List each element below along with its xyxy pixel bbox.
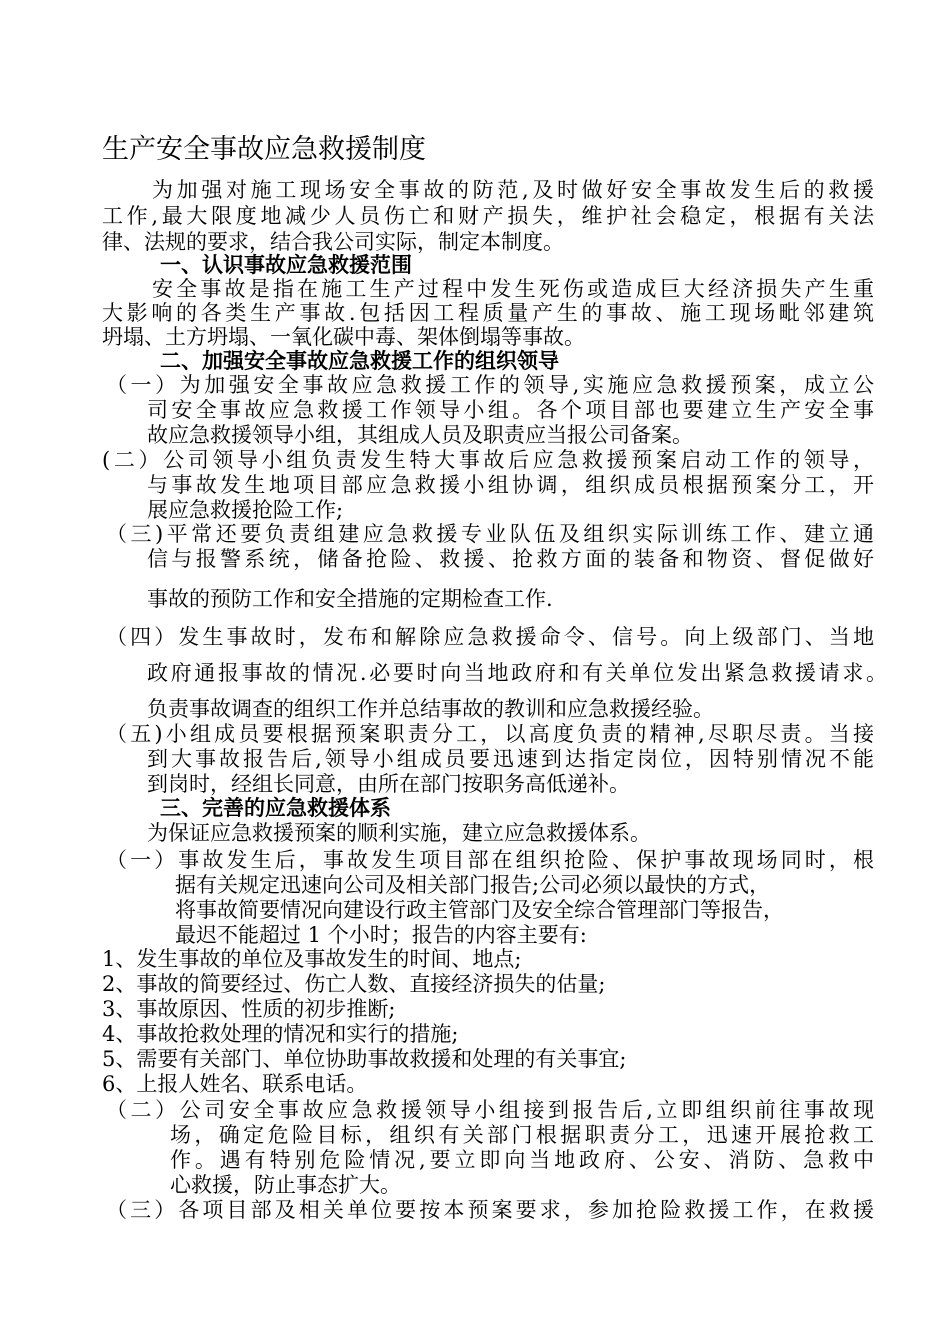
paragraph-line: （四）发生事故时，发布和解除应急救援命令、信号。向上级部门、当地 (106, 625, 874, 649)
paragraph-line: （二）公司安全事故应急救援领导小组接到报告后,立即组织前往事故现 (106, 1098, 874, 1122)
paragraph-line: 坍塌、土方坍塌、一氧化碳中毒、架体倒塌等事故。 (102, 325, 585, 349)
paragraph-line: 工作,最大限度地减少人员伤亡和财产损失，维护社会稳定，根据有关法 (102, 204, 874, 228)
list-item: 2、事故的简要经过、伤亡人数、直接经济损失的估量; (102, 972, 606, 996)
paragraph-line: 负责事故调查的组织工作并总结事故的教训和应急救援经验。 (147, 697, 714, 721)
paragraph-line: 故应急救援领导小组，其组成人员及职责应当报公司备案。 (147, 423, 693, 447)
list-item: 1、发生事故的单位及事故发生的时间、地点; (102, 947, 522, 971)
paragraph-line: 事故的预防工作和安全措施的定期检查工作. (147, 587, 553, 611)
document-title: 生产安全事故应急救援制度 (102, 134, 426, 165)
paragraph-line: 最迟不能超过 1 个小时；报告的内容主要有: (175, 923, 587, 947)
section-heading: 三、完善的应急救援体系 (160, 795, 391, 820)
paragraph-line: （一）事故发生后，事故发生项目部在组织抢险、保护事故现场同时，根 (106, 848, 874, 872)
paragraph-line: 据有关规定迅速向公司及相关部门报告;公司必须以最快的方式， (175, 873, 771, 897)
paragraph-line: 场，确定危险目标，组织有关部门根据职责分工，迅速开展抢救工 (170, 1123, 874, 1147)
paragraph-line: 为保证应急救援预案的顺利实施，建立应急救援体系。 (147, 821, 651, 845)
list-item: 6、上报人姓名、联系电话。 (102, 1072, 368, 1096)
paragraph-line: 作。遇有特别危险情况,要立即向当地政府、公安、消防、急救中 (170, 1148, 874, 1172)
paragraph-line: 到岗时，经组长同意，由所在部门按职务高低递补。 (147, 772, 630, 796)
paragraph-line: 为加强对施工现场安全事故的防范,及时做好安全事故发生后的救援 (152, 178, 874, 202)
list-item: 5、需要有关部门、单位协助事故救援和处理的有关事宜; (102, 1047, 627, 1071)
paragraph-line: 司安全事故应急救援工作领导小组。各个项目部也要建立生产安全事 (147, 398, 874, 422)
paragraph-line: 与事故发生地项目部应急救援小组协调，组织成员根据预案分工，开 (147, 473, 874, 497)
paragraph-line: 将事故简要情况向建设行政主管部门及安全综合管理部门等报告， (175, 898, 784, 922)
paragraph-line: 到大事故报告后,领导小组成员要迅速到达指定岗位，因特别情况不能 (147, 747, 874, 771)
paragraph-line: 律、法规的要求，结合我公司实际，制定本制度。 (102, 230, 564, 254)
section-heading: 二、加强安全事故应急救援工作的组织领导 (160, 348, 559, 373)
list-item: 4、事故抢救处理的情况和实行的措施; (102, 1022, 459, 1046)
paragraph-line: 政府通报事故的情况.必要时向当地政府和有关单位发出紧急救援请求。 (147, 661, 887, 685)
paragraph-line: （五)小组成员要根据预案职责分工，以高度负责的精神,尽职尽责。当接 (106, 722, 874, 746)
paragraph-line: 展应急救援抢险工作; (147, 498, 344, 522)
list-item: 3、事故原因、性质的初步推断; (102, 997, 396, 1021)
paragraph-line: 心救援，防止事态扩大。 (170, 1173, 401, 1197)
paragraph-line: (二）公司领导小组负责发生特大事故后应急救援预案启动工作的领导， (102, 448, 874, 472)
paragraph-line: 安全事故是指在施工生产过程中发生死伤或造成巨大经济损失产生重 (152, 277, 874, 301)
paragraph-line: （一）为加强安全事故应急救援工作的领导,实施应急救援预案，成立公 (106, 373, 874, 397)
paragraph-line: （三)平常还要负责组建应急救援专业队伍及组织实际训练工作、建立通 (106, 522, 874, 546)
section-heading: 一、认识事故应急救援范围 (160, 252, 412, 277)
paragraph-line: （三）各项目部及相关单位要按本预案要求，参加抢险救援工作，在救援 (106, 1198, 874, 1222)
paragraph-line: 信与报警系统，储备抢险、救援、抢救方面的装备和物资、督促做好 (147, 547, 874, 571)
paragraph-line: 大影响的各类生产事故.包括因工程质量产生的事故、施工现场毗邻建筑 (102, 301, 874, 325)
